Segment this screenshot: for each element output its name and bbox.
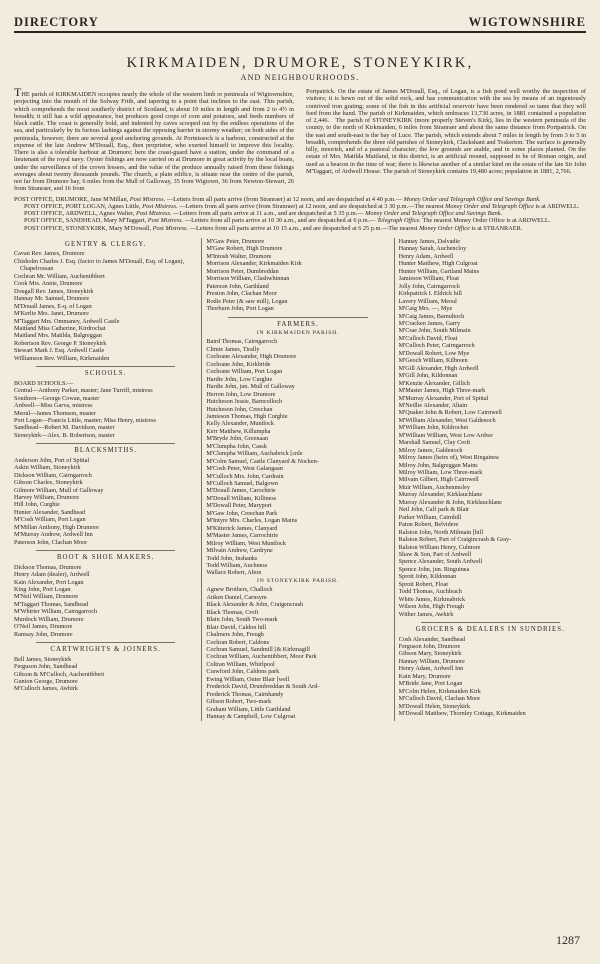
- list-entry: Central—Anthony Parker, master; Jane Turriff, mistress: [14, 387, 153, 395]
- trade-lists: [14, 238, 586, 721]
- list-entry: M'Master James, High Three-mark: [398, 387, 486, 395]
- list-entry: Sandhead—Robert M. Davidson, master: [14, 424, 115, 432]
- list-entry: M'Culloch David, Clachan Moor: [398, 695, 481, 703]
- list-entry: M'Clumpha William, Auchabrick [cnle: [206, 450, 303, 458]
- list-entry: Hannay William, Drumore: [398, 657, 465, 665]
- list-entry: Hannay Sarah, Auchencloy: [398, 245, 467, 253]
- post-office-italic1: Post Mistress.: [152, 224, 189, 232]
- list-entry: M'Master James, Carrochtrie: [206, 532, 279, 540]
- post-office-italic1: Post Mistress.: [147, 217, 184, 225]
- list-entry: Stoneykirk—Alex. B. Robertson, master: [14, 431, 115, 439]
- post-office-italic2: Telegraph Office.: [377, 217, 421, 225]
- list-entry: O'Neil James, Drumore: [14, 623, 73, 631]
- list-entry: Dougall Rev. James, Stoneykirk: [14, 287, 94, 295]
- list-entry: Robertson Rev. George P. Stoneykirk: [14, 339, 107, 347]
- list-entry: Baird Thomas, Cairngarroch: [206, 338, 278, 346]
- list-entry: M'Clumpha John, Cassh: [206, 442, 267, 450]
- list-entry: M'Gill Alexander, High Ardwell: [398, 364, 479, 372]
- list-entry: Bell James, Stoneykirk: [14, 655, 72, 663]
- list-entry: Morrison Peter, Dumbreddan: [206, 267, 279, 275]
- post-office-tail: is at STRANRAER.: [471, 224, 523, 232]
- list-entry: M'Gill John, Kildonnan: [398, 372, 458, 380]
- list-entry: Murray Alexander, Kirklauchlane: [398, 491, 483, 499]
- list-entry: Ewing William, Outer Blair [well: [206, 675, 290, 683]
- list-entry: M'Colm Samuel, Castle Clanyard & Nocken-: [206, 457, 319, 465]
- list-entry: Ralston William Henry, Culmore: [398, 543, 481, 551]
- list-entry: M'Kitterick James, Clanyard: [206, 524, 278, 532]
- list-entry: Thorburn John, Port Logan: [206, 305, 274, 313]
- list-entry: Ramsay John, Drumore: [14, 630, 73, 638]
- list-column-3: [394, 238, 586, 721]
- list-entry: Aitken Daniel, Carnsym: [206, 593, 267, 601]
- post-office-italic1: Post Mistress.: [136, 210, 172, 218]
- list-entry: Hardie John, jun. Mull of Galloway: [206, 383, 295, 391]
- list-entry: M'Crae John, South Milmain: [398, 327, 471, 335]
- list-entry: Milroy John, Balgreggan Mains: [398, 461, 478, 469]
- list-entry: Coltran William, Whirlpool: [206, 660, 275, 668]
- list-entry: Kain Alexander, Port Logan: [14, 578, 84, 586]
- page-number: 1287: [556, 933, 580, 947]
- list-entry: M'Cosh Peter, West Galangaan: [206, 465, 283, 473]
- list-entry: Dickson William, Cairngarroch: [14, 471, 92, 479]
- list-entry: Paterson John, Garthland: [206, 282, 269, 290]
- list-entry: Lavery William, Meoul: [398, 297, 457, 305]
- list-entry: Spence Alexander, South Ardwell: [398, 558, 483, 566]
- list-entry: Ralston Robert, Part of Craigincrash & Gray-: [398, 536, 512, 544]
- list-entry: Neil John, Calf park & Blair: [398, 506, 470, 514]
- section-rule: [36, 642, 175, 643]
- list-entry: M'Cracken James, Garry: [398, 319, 461, 327]
- list-entry: M'Intosh Walter, Drumore: [206, 252, 272, 260]
- list-entry: Spence John, jun. Ringuinea: [398, 565, 470, 573]
- list-entry: M'William John, Kildrochet: [398, 424, 469, 432]
- list-entry: Frederick David, Drumbreddan & South Ard-: [206, 683, 320, 691]
- list-entry: Gibson Robert, Two-mark: [206, 698, 272, 706]
- list-entry: Frederick Thomas, Cairnhandy: [206, 690, 284, 698]
- list-column-1: [14, 238, 201, 721]
- list-entry: Meoul—James Thomson, master: [14, 409, 96, 417]
- list-entry: M'Dowall Robert, Low Mye: [398, 349, 470, 357]
- list-entry: Henry Adam (dealer), Ardwell: [14, 571, 90, 579]
- post-office-lead: POST OFFICE, PORT LOGAN, Agnes Little,: [24, 202, 141, 210]
- post-office-italic2: Money Order and Telegraph Office and Savings Bank.: [403, 195, 541, 203]
- list-entry: Kirkpatrick I. Eldrick hill: [398, 290, 462, 298]
- section-rule: [36, 443, 175, 444]
- section-heading: BOOT & SHOE MAKERS.: [56, 554, 155, 562]
- list-entry: Stewart Mark J. Esq. Ardwell Castle: [14, 347, 105, 355]
- post-office-mid: —Letters from all parts arrive at 10 15 a.m., and are despatched at 6 25 p.m.—The nearest: [189, 224, 418, 232]
- list-entry: Gibson Charles, Stoneykirk: [14, 479, 83, 487]
- list-entry: Cochrane John, Kirkbride: [206, 360, 271, 368]
- list-entry: Maitland Mrs. Matilda, Balgreggan: [14, 332, 102, 340]
- list-entry: Graham William, Little Garthland: [206, 705, 291, 713]
- list-entry: Henry Adam, Ardwell Inn: [398, 665, 464, 673]
- post-office-entry: [14, 203, 586, 210]
- list-entry: Black Alexander & John, Craigencrash: [206, 601, 304, 609]
- list-entry: M'Colm Helen, Kirkmaiden Kirk: [398, 687, 481, 695]
- post-office-mid: —Letters from all parts arrive (from Stranraer) at 12 noon, and are despatched at 4 40 p.m.—: [166, 195, 402, 203]
- list-entry: Parker William, Cairnhill: [398, 513, 462, 521]
- section-heading: FARMERS.: [277, 320, 319, 328]
- list-entry: M'Dowall Peter, Maryport: [206, 502, 272, 510]
- list-entry: Milroy James (heirs of), West Ringainea: [398, 454, 499, 462]
- list-entry: Ralston John, North Milmain [hill: [398, 528, 484, 536]
- list-entry: M'Taggart Mrs. Ommaney, Ardwell Castle: [14, 317, 120, 325]
- list-entry: M'Taggart Thomas, Sandhead: [14, 600, 88, 608]
- section-subheading: IN STONEYKIRK PARISH.: [257, 577, 339, 584]
- list-entry: Muir William, Auchenmoley: [398, 483, 470, 491]
- list-entry: Todd William, Auchness: [206, 562, 268, 570]
- list-entry: Cochrane William, Port Logan: [206, 368, 283, 376]
- list-entry: Morrison Alexander, Kirkmaiden Kirk: [206, 260, 302, 268]
- list-entry: Hutcheson John, Creechan: [206, 405, 273, 413]
- list-entry: Ferguson John, Drumore: [398, 643, 461, 650]
- list-entry: M'Murray Alexander, Port of Spittal: [398, 394, 489, 402]
- post-office-italic2: Money Order Office: [419, 224, 470, 232]
- list-entry: M'Neillie Alexander, Altain: [398, 401, 468, 409]
- list-entry: Kelly Alexander, Muntlock: [206, 420, 274, 428]
- list-entry: Cochran Samuel, Sandmill [& Kirkmagill: [206, 646, 310, 653]
- list-entry: M'Gaw Peter, Drumore: [206, 237, 265, 245]
- list-entry: Rodie Peter (& saw mill), Logan: [206, 297, 288, 305]
- list-entry: Cavan Rev. James, Drumore: [14, 250, 85, 258]
- list-entry: Gilmore William, Mull of Galloway: [14, 486, 104, 494]
- list-entry: M'Douall James, Carochtrie: [206, 487, 276, 495]
- list-entry: Jolly John, Cairngarroch: [398, 282, 460, 290]
- list-entry: Jamieson Thomas, High Curghie: [206, 412, 288, 420]
- list-entry: Cochran Robert, Caldons: [206, 638, 270, 646]
- list-entry: M'Murray Andrew, Ardwell Inn: [14, 531, 93, 539]
- list-entry: Dickson Thomas, Drumore: [14, 563, 82, 571]
- list-entry: Cosh Alexander, Sandhead: [398, 635, 466, 643]
- list-entry: Milroy William, West Muntlock: [206, 539, 286, 547]
- list-entry: Henry Adam, Ardwell: [398, 252, 454, 260]
- list-entry: Southern—George Cowan, master: [14, 394, 100, 402]
- post-office-mid: —Letters from all parts arrive at 11 a.m., and are despatched at 5 35 p.m.—: [173, 210, 364, 218]
- post-office-mid: —Letters from all parts arrive (from Stranraer) at 12 noon, and are despatched at 3 30 p.m.—The nearest: [179, 202, 444, 210]
- post-office-italic2: Money Order and Telegraph Office and Savings Bank.: [365, 210, 503, 218]
- list-entry: Milroy William, Low Three-mark: [398, 469, 483, 477]
- running-head: [14, 0, 586, 33]
- list-entry: Gibson & M'Culloch, Auchentibbert: [14, 670, 105, 678]
- list-entry: King John, Port Logan: [14, 586, 71, 594]
- list-entry: M'Quaker John & Robert, Low Cairnwell: [398, 409, 502, 417]
- section-heading: SCHOOLS.: [84, 370, 127, 378]
- list-entry: Milvain Gilbert, High Cairnwell: [398, 476, 479, 484]
- list-entry: M'Whirter William, Cairngarroch: [14, 608, 98, 616]
- list-entry: Cochran William, Auchentibbert, Moor Park: [206, 653, 317, 661]
- intro-column-left: [14, 85, 294, 193]
- intro-text: [14, 85, 586, 193]
- list-entry: Crawford John, Caldons park: [206, 668, 280, 676]
- section-heading: BLACKSMITHS.: [74, 447, 138, 455]
- list-entry: M'Culloch James, Awhirk: [14, 685, 78, 693]
- section-rule: [421, 622, 560, 623]
- list-entry: Marshall Samuel, Clay Croft: [398, 439, 471, 447]
- list-entry: Hannay & Campbell, Low Culgroat: [206, 713, 296, 721]
- list-entry: M'Gaw John, Creechan Park: [206, 509, 278, 517]
- post-office-entry: [14, 217, 586, 224]
- list-entry: M'William William, West Low Ardwe: [398, 431, 493, 439]
- list-entry: M'Neil William, Drumore: [14, 593, 79, 601]
- post-office-mid: —Letters from all parts arrive at 10 30 a.m., and are despatched at 6 p.m.—: [184, 217, 376, 225]
- running-head-left: DIRECTORY: [14, 15, 99, 29]
- list-entry: Wallace Robert, Alton: [206, 569, 262, 577]
- post-office-tail: is at ARDWELL.: [535, 202, 580, 210]
- list-entry: Todd John, Inshanks: [206, 554, 258, 562]
- list-entry: Milroy James, Galdenoch: [398, 446, 463, 454]
- list-entry: Cochran Mr. William, Auchentibbert: [14, 272, 105, 280]
- list-entry: Maitland Miss Catherine, Kirdrochat: [14, 324, 106, 332]
- post-office-tail: The nearest Money Order Office is at ARDWELL.: [422, 217, 551, 225]
- list-entry: Wither James, Awhirk: [398, 610, 454, 618]
- list-entry: Hunter Alexander, Sandhead: [14, 508, 86, 516]
- list-entry: Black Thomas, Croft: [206, 608, 259, 616]
- list-entry: Climie James, Tirally: [206, 345, 260, 353]
- list-entry: Paterson John, Clachan Moor: [14, 538, 88, 546]
- list-entry: Hunter Matthew, High Culgroat: [398, 260, 478, 268]
- section-rule: [36, 366, 175, 367]
- list-entry: Agnew Brothers, Challoch: [206, 586, 273, 594]
- section-rule: [36, 550, 175, 551]
- list-entry: Chisholm Charles J. Esq. (factor to James M'Douall, Esq. of Logan), Chapelrossan: [14, 257, 185, 273]
- post-office-italic1: Post Mistress.: [142, 202, 178, 210]
- list-entry: Milvain Andrew, Cardryne: [206, 547, 273, 555]
- list-entry: M'Douall James, E-q. of Logan: [14, 302, 92, 310]
- list-entry: M'Douall William, Killiness: [206, 494, 277, 502]
- list-entry: M'Millan Anthony, High Drumore: [14, 523, 99, 531]
- list-entry: Gunion George, Drumore: [14, 678, 78, 685]
- list-entry: M'Cosh William, Port Logan: [14, 516, 86, 524]
- list-entry: White James, Kirkmabrick: [398, 595, 466, 603]
- list-entry: Morrison William, Clashwhinnan: [206, 275, 290, 283]
- list-entry: M'Geoch William, Kilbreen: [398, 357, 468, 365]
- list-entry: M'Gaw Robert, High Drumore: [206, 245, 283, 253]
- section-heading: GENTRY & CLERGY.: [65, 240, 147, 248]
- list-entry: M'Caig James, Barnultoch: [398, 312, 465, 320]
- list-entry: Preston John, Clachan Moor: [206, 290, 277, 298]
- list-entry: M'Culloch David, Float: [398, 334, 458, 342]
- list-entry: Askin William, Stoneykirk: [14, 464, 81, 472]
- list-entry: M'Bride Jane, Port Logan: [398, 680, 463, 688]
- post-office-lead: POST OFFICE, STONEYKIRK, Mary M'Dowall,: [24, 224, 152, 232]
- list-entry: M'Kenzie Alexander, Gillich: [398, 379, 470, 387]
- list-entry: Hannay James, Dalvadie: [398, 237, 460, 245]
- list-entry: Murray Alexander & John, Kirklauchlane: [398, 498, 502, 506]
- list-entry: Sprott Robert, Float: [398, 580, 448, 588]
- list-entry: Kerr Matthew, Killumpha: [206, 427, 271, 435]
- list-entry: Paton Robert, Belvidere: [398, 521, 459, 529]
- list-entry: M'Dowall Matthew, Thornley Cottage, Kirkmaiden: [398, 710, 526, 718]
- intro-column-right: [306, 88, 586, 193]
- intro-right-text: Portpatrick. On the estate of James M'Douall, Esq., of Logan, is a fish pond well worthy the inspection of visitors; it is hewn out of the solid rock, and has communication with the sea by means of an ingeniously contrived iron grating; some of the fish in this artificial reservoir have been rendered so tame that they will feed from the hand. The parish of Kirkmaiden, which embraces 13,730 acres, in 1881 contained a population of 2,446. The parish of STONEYKIRK (more properly Steven's Kirk), lies in the western peninsula of the county, to the north of Kirkmaiden, 6 miles from Stranraer and about the same distance from Portpatrick. On the east and south-east is the bay of Luce. The parish, which extends about 7 miles in length by from 3 to 5 in breadth, comprehends the three old parishes of Stoneykirk, Clackshant and Toskerton. The surface is generally hilly, moorish, and of a pastoral character; the low grounds are arable, and in some places planted. On the estate of Mrs. Matilda Maitland, in this district, is an artificial mound, supposed to be of Roman origin, and used as a beacon in the time of war; there is likewise another of a similar kind on the estate of the late Sir John M'Taggart, of Ardwell House. The parish of Stoneykirk contains 19,480 acres; population in 1881, 2,766.: [306, 88, 586, 175]
- list-entry: M'William Alexander, West Galdenoch: [398, 416, 496, 424]
- page-title: KIRKMAIDEN, DRUMORE, STONEYKIRK,: [126, 55, 474, 71]
- list-entry: Hill John, Curghie: [14, 501, 60, 509]
- list-entry: Murdoch William, Drumore: [14, 615, 84, 623]
- intro-left-text: HE parish of KIRKMAIDEN occupies nearly the whole of the western limb or peninsula of Wigtownshire, projecting into the mouth of the Solway Frith, and tapering to a point that inclines to the east. This parish, which comprehends the most southerly district of Scotland, is about 10 miles in length and from 2 to 4½ in breadth; it still has a wild appearance, but produces good crops of corn and potatoes, and feeds numbers of black cattle. The coast is generally bold, and indented by caves scooped out by the endless operations of the sea, and particularly by its furious lashings against the opposing barrier in stormy weather; on both sides of the peninsula, however, there are several good anchoring grounds. At Portnissock is a harbour, constructed at the expense of the late Andrew M'Douall, Esq., then proprietor, who exerted himself to improve this locality. There is also a tolerable harbour at Drumore; here the coast-guard have a station, under the command of a lieutenant of the royal navy. Oyster fishings are now carried on at Drumore in great activity by the local boats, under the surveillance of the crown lessees, and the value of the produce annually raised from these fishings averages about twenty thousands pounds. The church, a plain edifice, is situate near the centre of the parish, not far from Drumore bay, 6 miles from the Mull of Galloway, 35 from Wigtown, 36 from Newton-Stewart, 26 from Stranraer, and 16 from: [14, 91, 294, 193]
- drop-cap: T: [14, 85, 22, 99]
- page-subtitle: AND NEIGHBOURHOODS.: [240, 73, 360, 82]
- list-entry: Port Logan—Francis Little, master; Miss Henry, mistress: [14, 416, 156, 424]
- section-rule: [228, 317, 367, 318]
- post-office-italic2: Money Order and Telegraph Office: [445, 202, 534, 210]
- list-entry: BOARD SCHOOLS:—: [14, 379, 74, 387]
- post-office-entry: [14, 210, 586, 217]
- post-office-entry: [14, 196, 586, 203]
- list-entry: M'Culloch Samuel, Balgown: [206, 480, 279, 488]
- list-entry: Kain Mary, Drumore: [398, 672, 451, 680]
- list-entry: Hunter William, Gartland Mains: [398, 267, 480, 275]
- list-entry: M'Culloch Peter, Cairngarroch: [398, 342, 475, 350]
- list-entry: Blain John, South Two-mark: [206, 616, 278, 624]
- list-entry: Blair David, Caldon hill: [206, 623, 267, 631]
- section-heading: GROCERS & DEALERS IN SUNDRIES.: [415, 626, 565, 634]
- list-entry: Chalmers John, Freugh: [206, 631, 264, 639]
- post-office-lead: POST OFFICE, DRUMORE, Jane M'Millan,: [14, 195, 129, 203]
- list-entry: M'Bryde John, Greenaan: [206, 435, 269, 443]
- list-entry: Ferguson John, Sandhead: [14, 663, 78, 671]
- list-entry: M'Culloch Mrs. John, Cardrain: [206, 472, 284, 480]
- list-entry: Hutcheson Jessie, Barncolloch: [206, 398, 283, 406]
- post-office-lead: POST OFFICE, SANDHEAD, Mary M'Taggart,: [24, 217, 147, 225]
- list-entry: Ardwell—Miss Garva, mistress: [14, 402, 93, 410]
- list-entry: Todd Thomas, Auchleach: [398, 588, 462, 596]
- list-column-2: [201, 238, 393, 721]
- post-office-entry: [14, 225, 586, 232]
- list-entry: M'Dowall Helen, Stoneykirk: [398, 702, 471, 710]
- list-entry: Cook Mrs. Annie, Drumore: [14, 280, 83, 288]
- list-entry: Anderson John, Port of Spittal: [14, 456, 90, 464]
- list-entry: Sprott John, Kildonnan: [398, 573, 457, 581]
- list-entry: M'Kerlie Mrs. Janet, Drumore: [14, 310, 89, 318]
- list-entry: Wilson John, High Freugh: [398, 603, 465, 611]
- list-entry: Hardie John, Low Curghie: [206, 375, 273, 383]
- running-head-right: WIGTOWNSHIRE: [468, 15, 586, 29]
- post-office-lead: POST OFFICE, ARDWELL, Agnes Walter,: [24, 210, 135, 218]
- list-entry: Herron John, Low Drumore: [206, 390, 276, 398]
- list-entry: Williamson Rev. William, Kirkmaiden: [14, 354, 110, 362]
- list-entry: Jamieson William, Float: [398, 275, 459, 283]
- post-office-italic1: Post Mistress.: [129, 195, 166, 203]
- list-entry: Harvey William, Drumore: [14, 494, 80, 502]
- section-heading: CARTWRIGHTS & JOINERS.: [50, 646, 161, 654]
- list-entry: Cochrane Alexander, High Drumore: [206, 353, 297, 361]
- list-entry: M'Caig Mrs. —, Mye: [398, 305, 453, 313]
- list-entry: Gibson Mary, Stoneykirk: [398, 650, 462, 658]
- list-entry: Hannay Mr. Samuel, Drumore: [14, 295, 90, 303]
- post-office-block: [14, 196, 586, 232]
- list-entry: M'Intyre Mrs. Charles, Logan Mains: [206, 517, 298, 525]
- section-subheading: IN KIRKMAIDEN PARISH.: [256, 329, 340, 336]
- list-entry: Shaw & Son, Part of Ardwell: [398, 551, 472, 559]
